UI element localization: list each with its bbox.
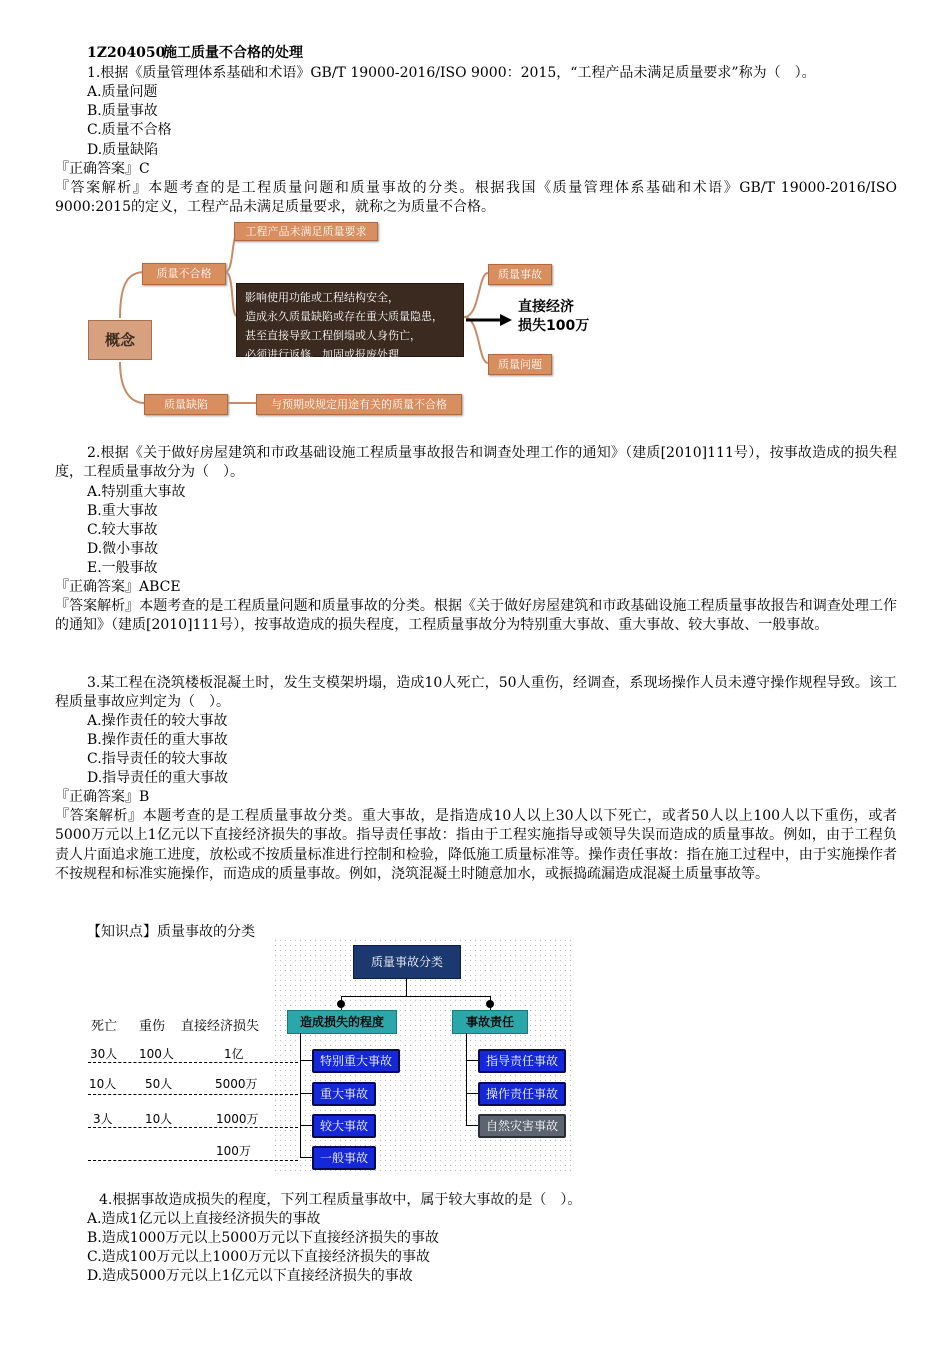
q3-analysis: 『答案解析』本题考查的是工程质量事故分类。重大事故，是指造成10人以上30人以下死亡，或者50人以上100人以下重伤，或者5000万元以上1亿元以下直接经济损失的事故。指导责任事故：指由于工程实施指导或领导失误而造成的质量事故。例如，由于工程负责人片面追求施工进度，放松或不按质量标准进行控制和检验，降低施工质量标准等。操作责任事故：指在施工过程中，由于实施操作者不按规程和标准实施操作，而造成的质量事故。例如，浇筑混凝土时随意加水，或振捣疏漏造成混凝土质量事故等。 <box>55 808 897 882</box>
row1-loss: 1亿 <box>224 1047 244 1061</box>
q1-option-b: B.质量事故 <box>87 103 158 119</box>
loss-item-larger: 较大事故 <box>312 1114 376 1138</box>
row1-injuries: 100人 <box>139 1047 174 1061</box>
row3-deaths: 3人 <box>93 1112 113 1126</box>
q1-option-d: D.质量缺陷 <box>87 142 159 158</box>
q3-option-a: A.操作责任的较大事故 <box>87 713 228 729</box>
q4-option-a: A.造成1亿元以上直接经济损失的事故 <box>87 1211 321 1227</box>
q2-option-e: E.一般事故 <box>87 560 158 576</box>
connector <box>341 996 490 997</box>
quality-problem-box: 质量问题 <box>488 354 552 375</box>
unmet-requirement-box: 工程产品未满足质量要求 <box>234 222 378 241</box>
impact-line-4: 必须进行返修、加固或报废处理 <box>245 348 399 361</box>
loss-item-general: 一般事故 <box>312 1146 376 1170</box>
resp-item-guidance: 指导责任事故 <box>478 1049 566 1073</box>
threshold-line <box>88 1062 298 1063</box>
q4-option-d: D.造成5000万元以上1亿元以下直接经济损失的事故 <box>87 1268 413 1284</box>
q1-option-c: C.质量不合格 <box>87 122 172 138</box>
q1-option-a: A.质量问题 <box>87 84 158 100</box>
connector <box>300 1157 312 1158</box>
row2-deaths: 10人 <box>89 1077 117 1091</box>
q4-stem: 4.根据事故造成损失的程度，下列工程质量事故中，属于较大事故的是（ ）。 <box>99 1192 582 1208</box>
q2-stem: 2.根据《关于做好房屋建筑和市政基础设施工程质量事故报告和调查处理工作的通知》（建质[2010]111号），按事故造成的损失程度，工程质量事故分为（ ）。 <box>55 445 897 481</box>
connector <box>466 1060 478 1061</box>
row4-loss: 100万 <box>216 1144 251 1158</box>
threshold-line <box>88 1127 298 1128</box>
q3-stem: 3.某工程在浇筑楼板混凝土时，发生支模架坍塌，造成10人死亡，50人重伤，经调查，系现场操作人员未遵守操作规程导致。该工程质量事故应判定为（ ）。 <box>55 675 897 711</box>
section-code: 1Z204050 <box>87 45 166 61</box>
resp-item-natural-disaster: 自然灾害事故 <box>478 1114 566 1138</box>
threshold-line <box>88 1160 298 1161</box>
q3-option-b: B.操作责任的重大事故 <box>87 732 228 748</box>
header-injuries: 重伤 <box>139 1019 166 1034</box>
q3-option-c: C.指导责任的较大事故 <box>87 751 228 767</box>
connector <box>300 1033 301 1158</box>
quality-defect-box: 质量缺陷 <box>144 394 228 415</box>
connector <box>300 1125 312 1126</box>
nonconformity-box: 质量不合格 <box>142 263 226 285</box>
root-node: 质量事故分类 <box>353 945 461 979</box>
q2-answer: 『正确答案』ABCE <box>55 579 181 595</box>
header-economic-loss: 直接经济损失 <box>181 1019 260 1034</box>
defect-description-box: 与预期或规定用途有关的质量不合格 <box>256 394 462 415</box>
q3-answer: 『正确答案』B <box>55 789 150 805</box>
resp-item-operation: 操作责任事故 <box>478 1082 566 1106</box>
impact-box <box>236 283 464 361</box>
row2-loss: 5000万 <box>215 1077 258 1091</box>
loss-item-extra-serious: 特别重大事故 <box>312 1049 400 1073</box>
q2-analysis: 『答案解析』本题考查的是工程质量问题和质量事故的分类。根据《关于做好房屋建筑和市政基础设施工程质量事故报告和调查处理工作的通知》（建质[2010]111号），按事故造成的损失程度，工程质量事故分为特别重大事故、重大事故、较大事故、一般事故。 <box>55 598 897 634</box>
connector <box>300 1060 312 1061</box>
loss-label-line2: 损失100万 <box>518 318 590 334</box>
knowledge-title: 【知识点】质量事故的分类 <box>87 924 255 940</box>
header-deaths: 死亡 <box>91 1019 118 1034</box>
connector <box>466 1093 478 1094</box>
loss-label-line1: 直接经济 <box>518 299 574 315</box>
q2-option-c: C.较大事故 <box>87 522 158 538</box>
row3-loss: 1000万 <box>216 1112 259 1126</box>
q2-option-d: D.微小事故 <box>87 541 159 557</box>
q1-stem: 1.根据《质量管理体系基础和术语》GB/T 19000-2016/ISO 9000：2015，“工程产品未满足质量要求”称为（ ）。 <box>87 65 816 81</box>
connector <box>406 978 407 996</box>
row1-deaths: 30人 <box>90 1047 118 1061</box>
section-title: 施工质量不合格的处理 <box>163 45 303 61</box>
q2-option-b: B.重大事故 <box>87 503 158 519</box>
impact-line-2: 造成永久质量缺陷或存在重大质量隐患， <box>245 310 443 323</box>
threshold-line <box>88 1094 298 1095</box>
arrow-right-icon <box>466 313 512 327</box>
row2-injuries: 50人 <box>145 1077 173 1091</box>
junction-dots <box>336 998 496 1010</box>
impact-line-3: 甚至直接导致工程倒塌或人身伤亡， <box>245 329 421 342</box>
q2-option-a: A.特别重大事故 <box>87 484 186 500</box>
branch-responsibility: 事故责任 <box>452 1010 528 1034</box>
connector <box>466 1033 467 1125</box>
q4-option-b: B.造成1000万元以上5000万元以下直接经济损失的事故 <box>87 1230 439 1246</box>
connector <box>466 1125 478 1126</box>
row3-injuries: 10人 <box>145 1112 173 1126</box>
loss-item-serious: 重大事故 <box>312 1082 376 1106</box>
q1-analysis: 『答案解析』本题考查的是工程质量问题和质量事故的分类。根据我国《质量管理体系基础和术语》GB/T 19000-2016/ISO 9000:2015的定义，工程产品未满足质量要求，就称之为质量不合格。 <box>55 180 897 216</box>
concept-box: 概念 <box>88 320 152 360</box>
quality-accident-box: 质量事故 <box>488 264 552 285</box>
branch-loss-degree: 造成损失的程度 <box>287 1010 397 1034</box>
q4-option-c: C.造成100万元以上1000万元以下直接经济损失的事故 <box>87 1249 431 1265</box>
connector <box>300 1093 312 1094</box>
impact-line-1: 影响使用功能或工程结构安全， <box>245 291 399 304</box>
q3-option-d: D.指导责任的重大事故 <box>87 770 229 786</box>
q1-answer: 『正确答案』C <box>55 161 150 177</box>
